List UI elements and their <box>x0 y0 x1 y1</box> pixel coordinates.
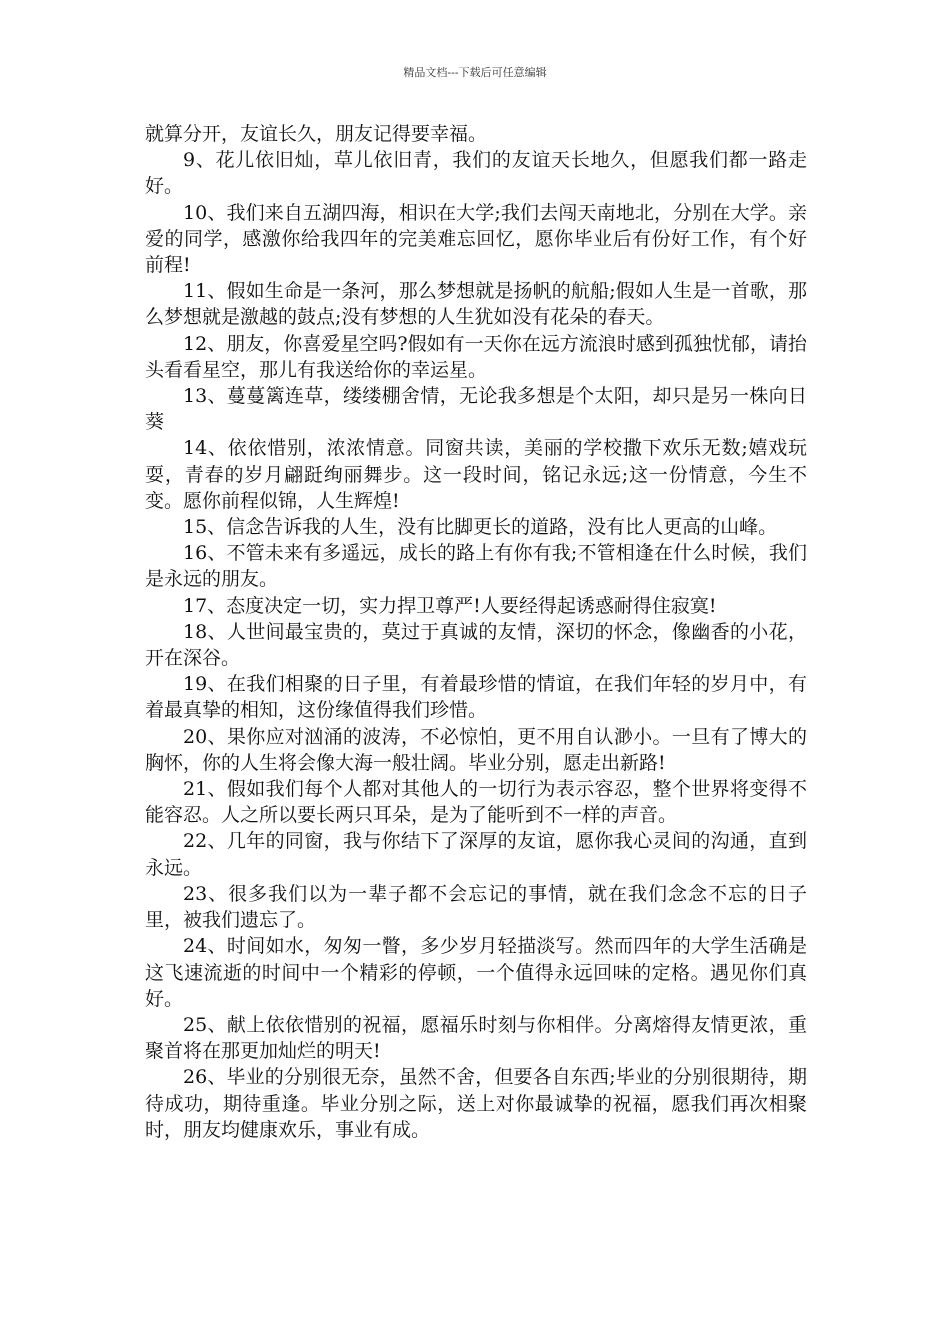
paragraph: 10、我们来自五湖四海，相识在大学;我们去闯天南地北，分别在大学。亲爱的同学，感激你给我四年的完美难忘回忆，愿你毕业后有份好工作，有个好前程! <box>145 201 807 277</box>
paragraph: 19、在我们相聚的日子里，有着最珍惜的情谊，在我们年轻的岁月中，有着最真挚的相知，这份缘值得我们珍惜。 <box>145 673 807 722</box>
paragraph: 21、假如我们每个人都对其他人的一切行为表示容忍，整个世界将变得不能容忍。人之所以要长两只耳朵，是为了能听到不一样的声音。 <box>145 778 807 827</box>
paragraph: 12、朋友，你喜爱星空吗?假如有一天你在远方流浪时感到孤独忧郁，请抬头看看星空，那儿有我送给你的幸运星。 <box>145 332 807 381</box>
paragraph: 18、人世间最宝贵的，莫过于真诚的友情，深切的怀念，像幽香的小花，开在深谷。 <box>145 620 807 670</box>
paragraph: 24、时间如水，匆匆一瞥，多少岁月轻描淡写。然而四年的大学生活确是这飞速流逝的时间中一个精彩的停顿，一个值得永远回味的定格。遇见你们真好。 <box>145 935 807 1010</box>
paragraph: 14、依依惜别，浓浓情意。同窗共读，美丽的学校撒下欢乐无数;嬉戏玩耍，青春的岁月翩跹绚丽舞步。这一段时间，铭记永远;这一份情意，今生不变。愿你前程似锦，人生辉煌! <box>145 437 807 512</box>
paragraph: 就算分开，友谊长久，朋友记得要幸福。 <box>145 123 488 145</box>
paragraph: 13、蔓蔓篱连草，缕缕棚舍情，无论我多想是个太阳，却只是另一株向日葵 <box>145 385 807 434</box>
page-header: 精品文档---下载后可任意编辑 <box>403 66 547 79</box>
document-body <box>145 121 807 1143</box>
paragraph: 9、花儿依旧灿，草儿依旧青，我们的友谊天长地久，但愿我们都一路走好。 <box>145 149 807 198</box>
paragraph: 26、毕业的分别很无奈，虽然不舍，但要各自东西;毕业的分别很期待，期待成功，期待重逢。毕业分别之际，送上对你最诚挚的祝福，愿我们再次相聚时，朋友均健康欢乐，事业有成。 <box>145 1066 807 1141</box>
paragraph: 15、信念告诉我的人生，没有比脚更长的道路，没有比人更高的山峰。 <box>183 516 778 539</box>
paragraph: 23、很多我们以为一辈子都不会忘记的事情，就在我们念念不忘的日子里，被我们遗忘了。 <box>145 882 807 932</box>
paragraph: 20、果你应对汹涌的波涛，不必惊怕，更不用自认渺小。一旦有了博大的胸怀，你的人生将会像大海一般壮阔。毕业分别，愿走出新路! <box>145 725 807 774</box>
paragraph: 11、假如生命是一条河，那么梦想就是扬帆的航船;假如人生是一首歌，那么梦想就是激越的鼓点;没有梦想的人生犹如没有花朵的春天。 <box>145 280 807 329</box>
paragraph: 17、态度决定一切，实力捍卫尊严!人要经得起诱惑耐得住寂寞! <box>183 594 717 617</box>
paragraph: 16、不管未来有多遥远，成长的路上有你有我;不管相逢在什么时候，我们是永远的朋友。 <box>145 542 807 591</box>
paragraph: 25、献上依依惜别的祝福，愿福乐时刻与你相伴。分离熔得友情更浓，重聚首将在那更加灿烂的明天! <box>145 1013 807 1063</box>
paragraph: 22、几年的同窗，我与你结下了深厚的友谊，愿你我心灵间的沟通，直到永远。 <box>145 830 807 879</box>
